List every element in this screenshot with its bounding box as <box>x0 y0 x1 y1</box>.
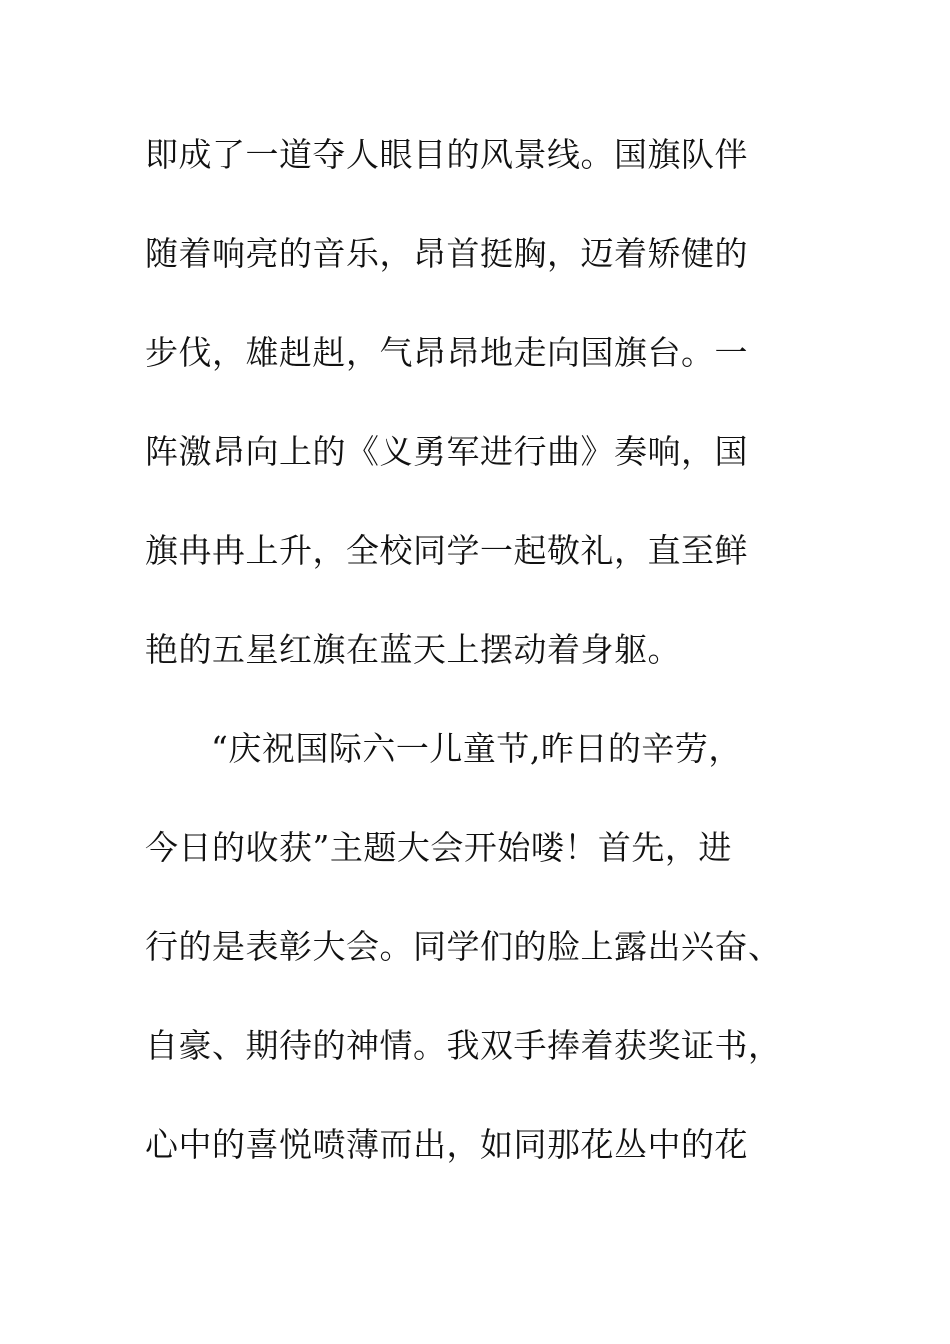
text-line-3: 步伐，雄赳赳，气昂昂地走向国旗台。一 <box>145 333 748 372</box>
text-line-5: 旗冉冉上升，全校同学一起敬礼，直至鲜 <box>145 531 748 570</box>
text-line-1: 即成了一道夺人眼目的风景线。国旗队伴 <box>145 135 748 174</box>
text-line-2: 随着响亮的音乐，昂首挺胸，迈着矫健的 <box>145 234 748 273</box>
body-text <box>145 128 815 1217</box>
text-line-9: 行的是表彰大会。同学们的脸上露出兴奋、 <box>145 927 782 966</box>
text-line-10: 自豪、期待的神情。我双手捧着获奖证书， <box>145 1026 782 1065</box>
text-line-4: 阵激昂向上的《义勇军进行曲》奏响，国 <box>145 432 748 471</box>
text-line-11: 心中的喜悦喷薄而出，如同那花丛中的花 <box>145 1125 748 1164</box>
text-line-8: 今日的收获”主题大会开始喽！首先，进 <box>145 828 732 867</box>
text-line-6: 艳的五星红旗在蓝天上摆动着身躯。 <box>145 630 681 669</box>
paragraph-start-line: “庆祝国际六一儿童节,昨日的辛劳， <box>211 729 742 768</box>
